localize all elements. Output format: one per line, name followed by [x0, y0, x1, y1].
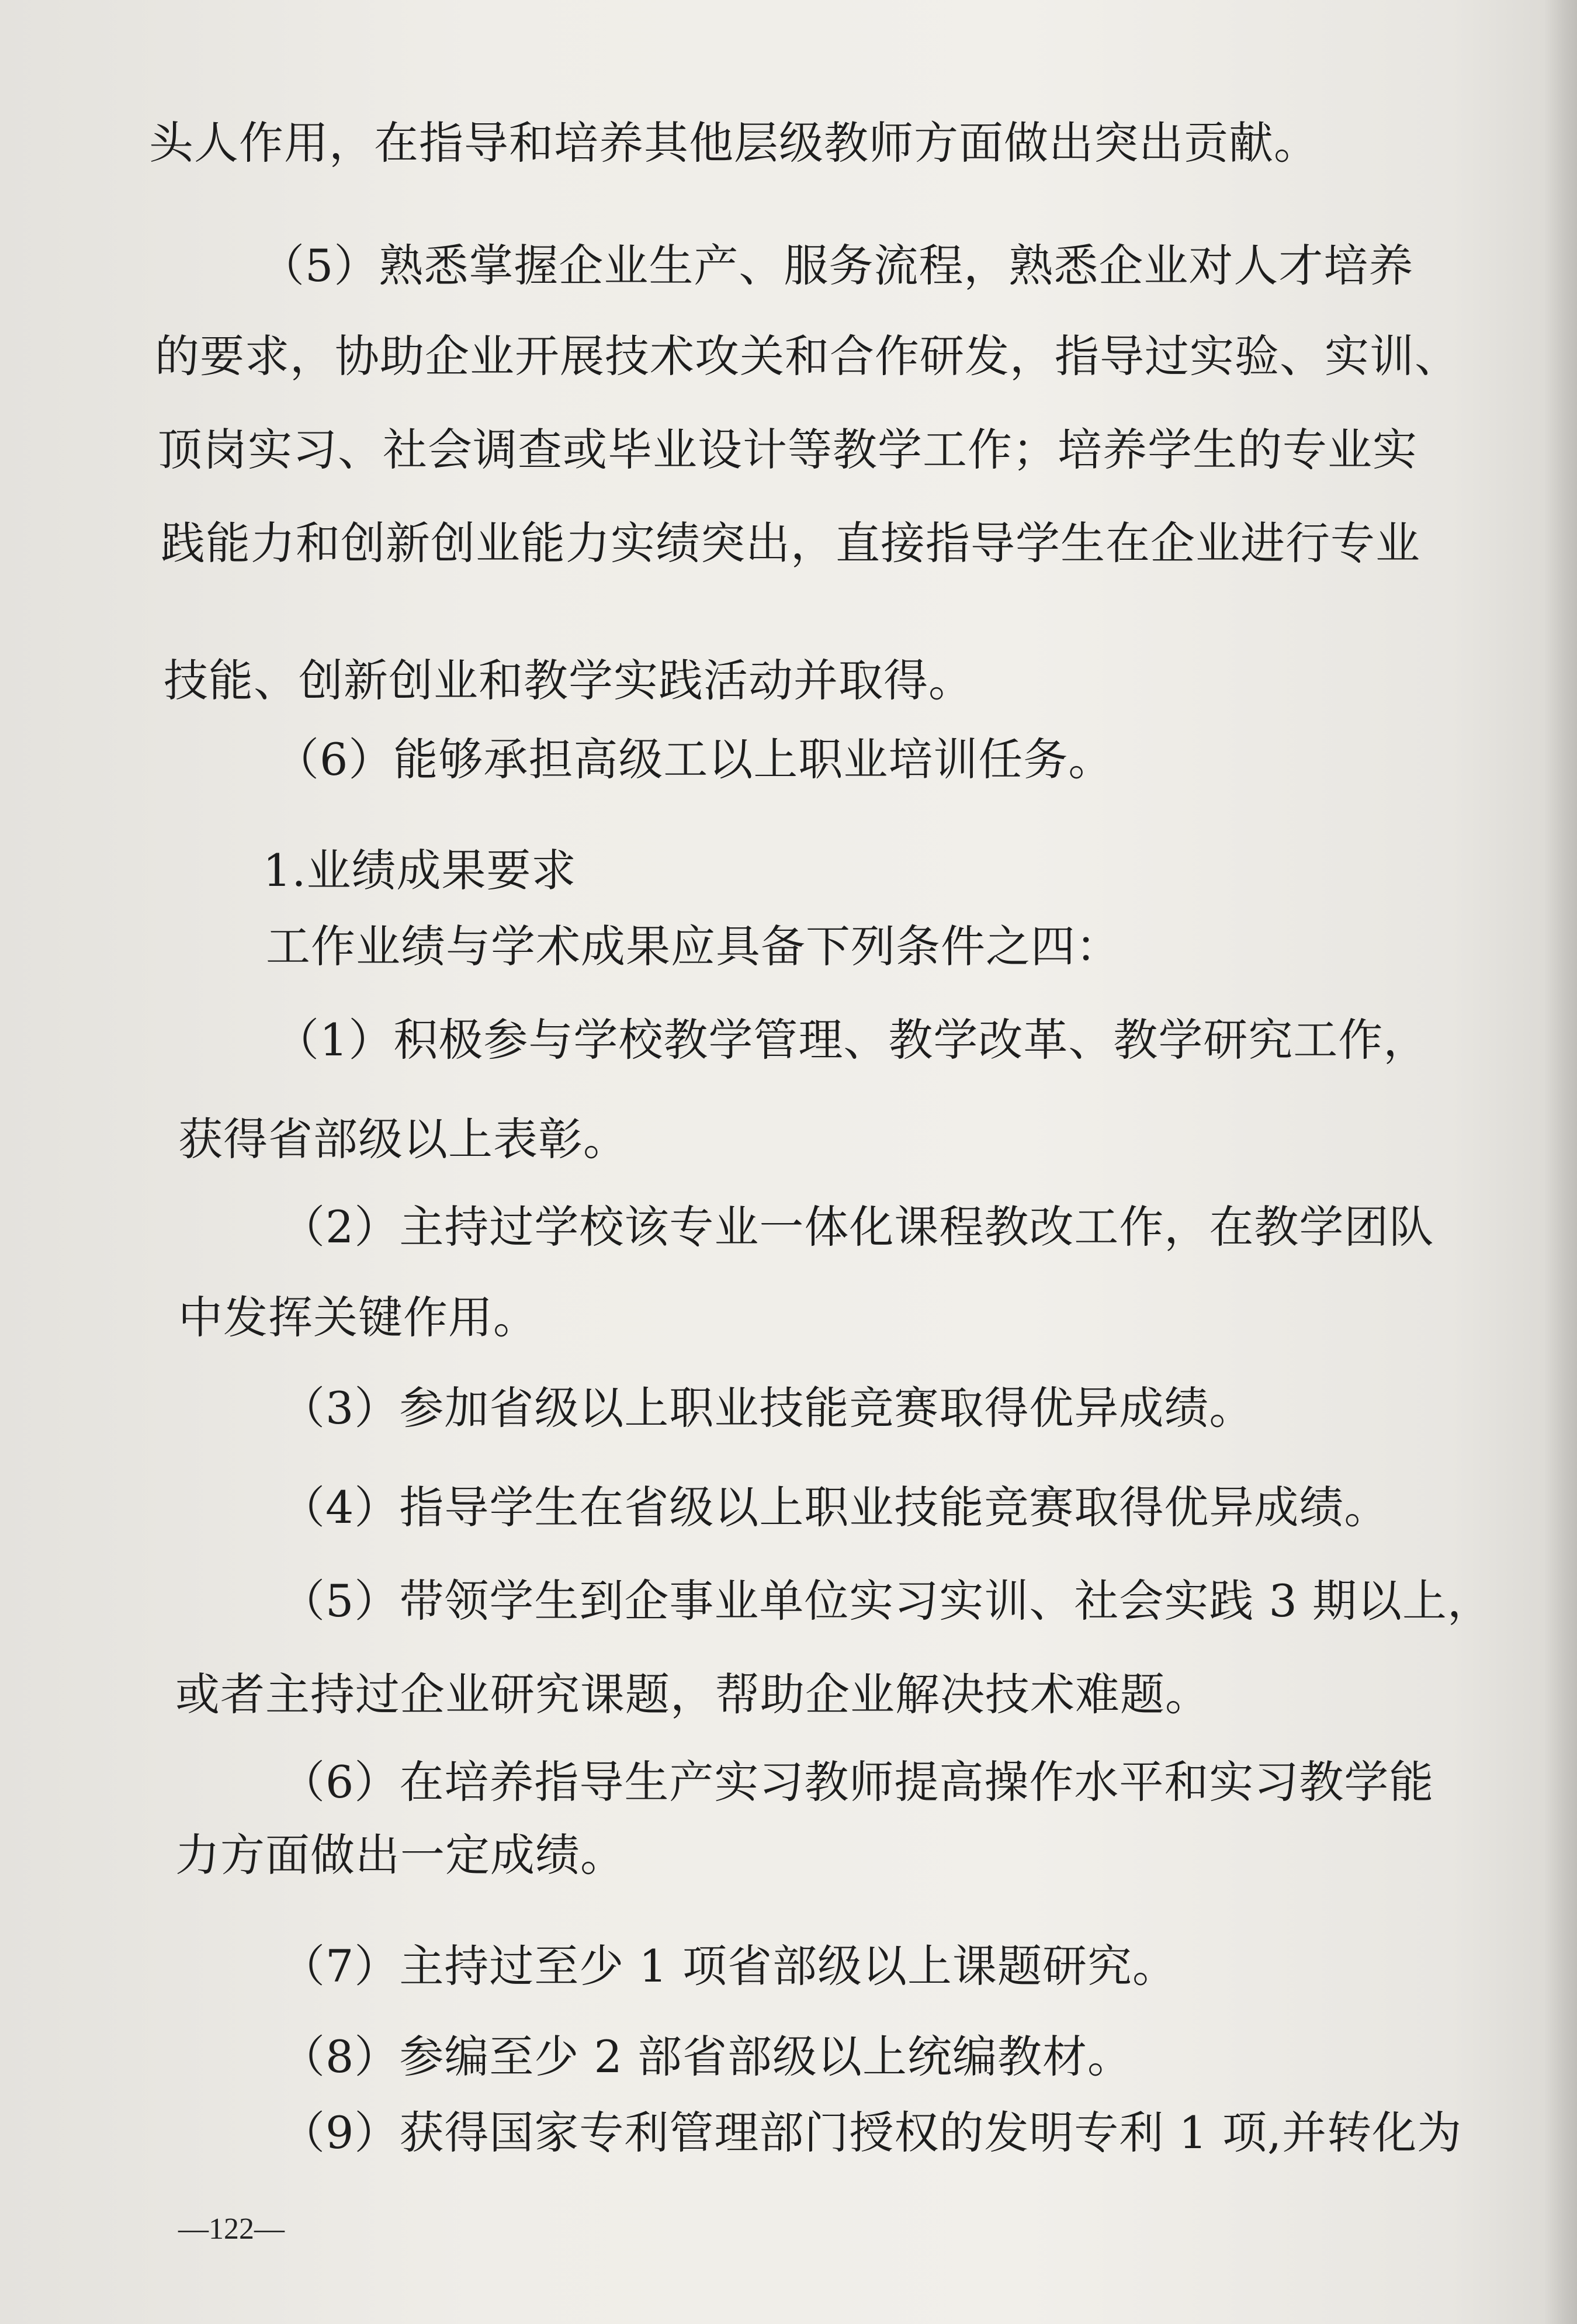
text-line-10: （1）积极参与学校教学管理、教学改革、教学研究工作，	[275, 1014, 1429, 1066]
text-line-4: 顶岗实习、社会调查或毕业设计等教学工作；培养学生的专业实	[158, 424, 1417, 476]
text-line-9: 工作业绩与学术成果应具备下列条件之四：	[266, 920, 1121, 972]
section-heading: 1.业绩成果要求	[263, 844, 577, 896]
text-line-12: （2）主持过学校该专业一体化课程教改工作，在教学团队	[280, 1201, 1434, 1253]
text-line-7: （6）能够承担高级工以上职业培训任务。	[275, 733, 1114, 785]
text-line-2: （5）熟悉掌握企业生产、服务流程，熟悉企业对人才培养	[260, 240, 1414, 292]
text-line-11: 获得省部级以上表彰。	[178, 1113, 628, 1165]
text-line-19: 力方面做出一定成绩。	[175, 1829, 625, 1881]
text-line-3: 的要求，协助企业开展技术攻关和合作研发，指导过实验、实训、	[155, 330, 1460, 382]
text-line-13: 中发挥关键作用。	[178, 1291, 538, 1343]
page-number: —122—	[178, 2212, 285, 2246]
text-line-15: （4）指导学生在省级以上职业技能竞赛取得优异成绩。	[280, 1481, 1389, 1533]
text-line-18: （6）在培养指导生产实习教师提高操作水平和实习教学能	[280, 1756, 1434, 1808]
text-line-6: 技能、创新创业和教学实践活动并取得。	[164, 654, 973, 706]
text-line-17: 或者主持过企业研究课题，帮助企业解决技术难题。	[175, 1668, 1210, 1720]
text-line-5: 践能力和创新创业能力实绩突出，直接指导学生在企业进行专业	[161, 517, 1420, 569]
page-edge-shadow	[1545, 0, 1577, 2324]
text-line-21: （8）参编至少 2 部省部级以上统编教材。	[280, 2031, 1133, 2083]
text-line-1: 头人作用，在指导和培养其他层级教师方面做出突出贡献。	[149, 117, 1319, 169]
text-line-22: （9）获得国家专利管理部门授权的发明专利 1 项,并转化为	[280, 2107, 1462, 2159]
text-line-16: （5）带领学生到企事业单位实习实训、社会实践 3 期以上，	[280, 1575, 1493, 1627]
text-line-20: （7）主持过至少 1 项省部级以上课题研究。	[280, 1940, 1178, 1992]
text-line-14: （3）参加省级以上职业技能竞赛取得优异成绩。	[280, 1382, 1254, 1434]
